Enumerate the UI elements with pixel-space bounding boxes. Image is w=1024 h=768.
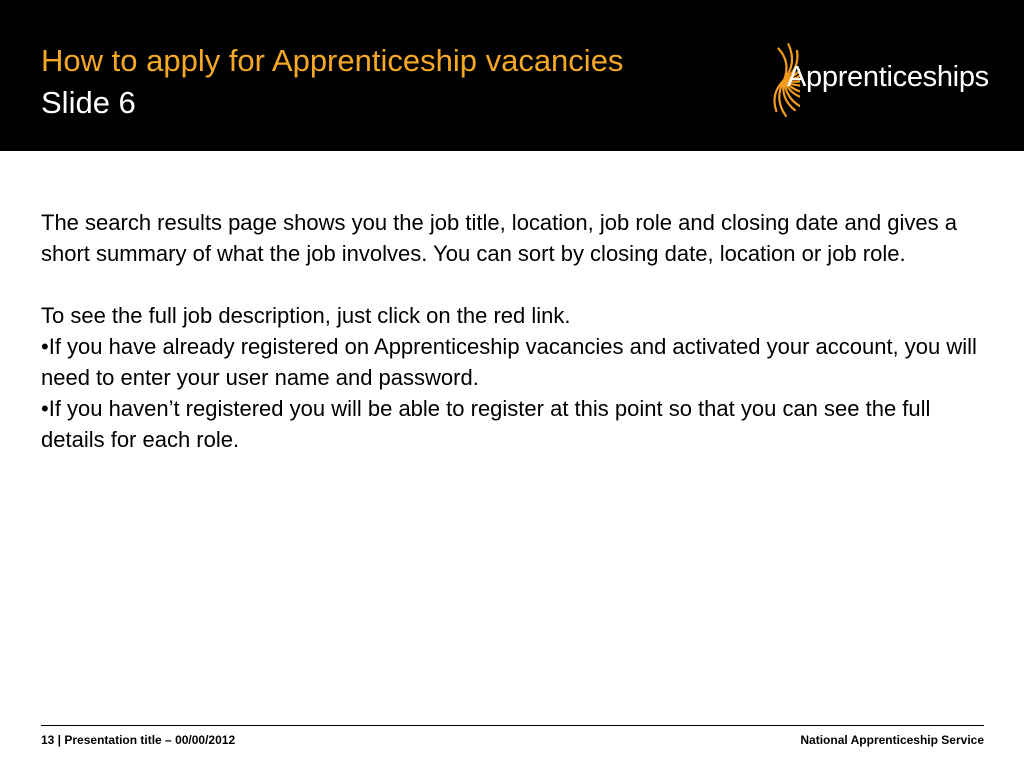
footer-organisation: National Apprenticeship Service [800,733,984,747]
bullet-item: •If you have already registered on Apprenticeship vacancies and activated your account, you will need to enter your user name and password. [41,334,977,390]
footer-divider [41,725,984,726]
footer-slide-info: 13 | Presentation title – 00/00/2012 [41,733,236,747]
body-paragraph: To see the full job description, just click on the red link. [41,303,571,328]
slide-subtitle: Slide 6 [41,85,136,120]
logo-text: Apprenticeships [787,61,989,93]
slide-title: How to apply for Apprenticeship vacancies [41,43,624,78]
sunburst-ray [778,49,786,81]
apprenticeships-logo [740,42,1000,122]
slide-body [41,207,991,455]
bullet-item: •If you haven’t registered you will be able to register at this point so that you can see the full details for each role. [41,396,931,452]
header-bar [0,0,1024,151]
body-paragraph: The search results page shows you the job title, location, job role and closing date and gives a short summary of what the job involves. You can sort by closing date, location or job role. [41,210,957,266]
paragraph-spacer [41,269,991,300]
